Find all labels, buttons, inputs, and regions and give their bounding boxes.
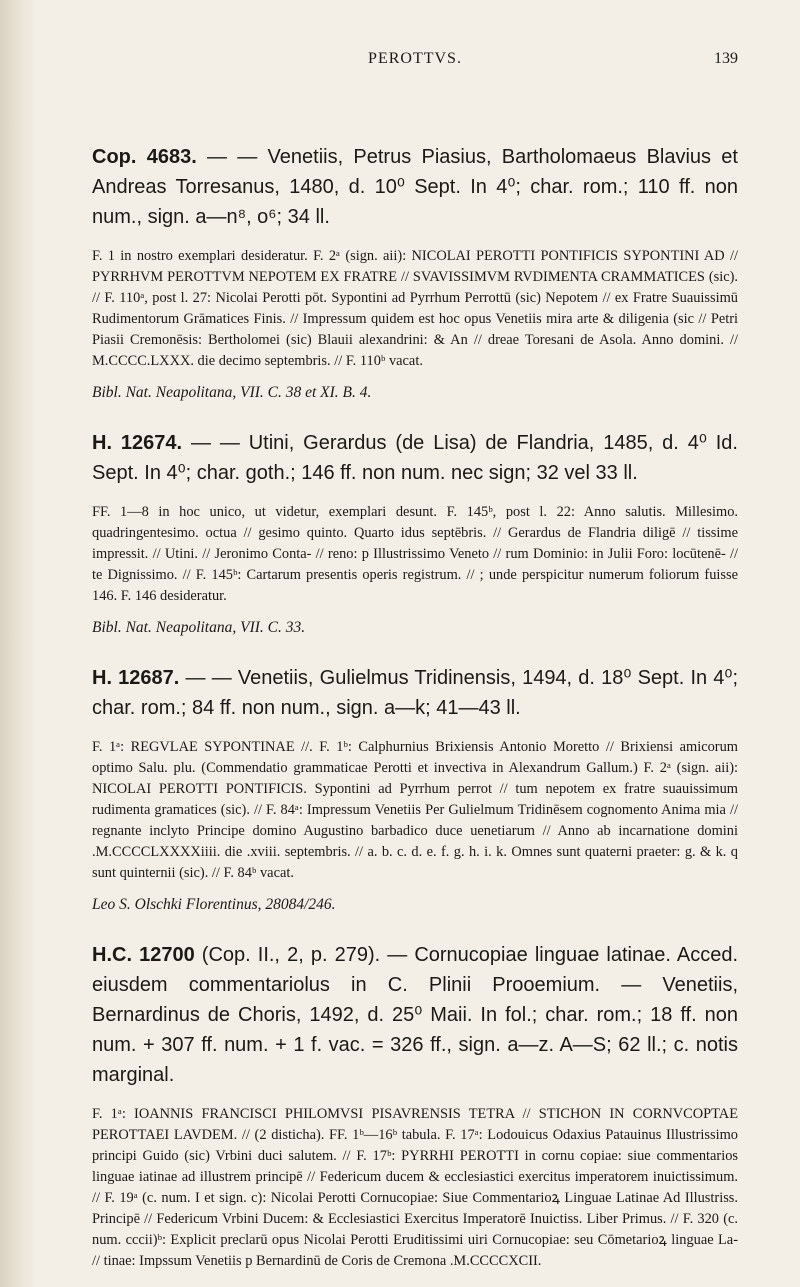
entry-note: F. 1 in nostro exemplari desideratur. F. 2ᵃ (sign. aii): NICOLAI PEROTTI PONTIFICIS SYPONTINI AD // PYRRHVM PEROTTVM NEPOTEM EX FRATRE // SVAVISSIMVM RVDIMENTA CRAMMATICES (sic). // F. 110ᵃ, post l. 27: Nicolai Perotti pōt. Sypontini ad Pyrrhum Perrottū (sic) Nepotem // ex Fratre Suauissimū Rudimentorum Grāmatices Finis. // Impressum quidem est hoc opus Venetiis mira arte & diligenia (sic // Petri Piasii Cremonēsis: Bertholomei (sic) Blauii alexandrini: & An // dreae Toresani de Asola. Anno domini. // M.CCCC.LXXX. die decimo septembris. // F. 110ᵇ vacat. [92, 248, 738, 369]
entry-description: — — Venetiis, Petrus Piasius, Bartholomaeus Blavius et Andreas Torresanus, 1480, d. 10⁰ Sept. In 4⁰; char. rom.; 110 ff. non num., sign. a—n⁸, o⁶; 34 ll. [92, 146, 738, 228]
catalog-entry [92, 142, 738, 402]
entry-description: — — Venetiis, Gulielmus Tridinensis, 1494, d. 18⁰ Sept. In 4⁰; char. rom.; 84 ff. non num., sign. a—k; 41—43 ll. [92, 667, 738, 719]
entry-note: FF. 1—8 in hoc unico, ut videtur, exemplari desunt. F. 145ᵇ, post l. 22: Anno salutis. Millesimo. quadringentesimo. octua // gesimo quinto. Quarto idus septēbris. // Gerardus de Flandria diligē // tissime impressit. // Utini. // Jeronimo Conta- // reno: p Illustrissimo Veneto // rum Dominio: in Julii Foro: locūtenē- // te Dignissimo. // F. 145ᵇ: Cartarum presentis operis registrum. // ; unde perspicitur numerum foliorum fuisse 146. F. 146 desideratur. [92, 504, 738, 604]
entry-location: Bibl. Nat. Neapolitana, VII. C. 33. [92, 619, 306, 636]
page-header [92, 50, 738, 84]
entry-location: Bibl. Nat. Neapolitana, VII. C. 38 et XI. B. 4. [92, 384, 372, 401]
entry-id: H. 12687. [92, 667, 180, 689]
entry-note: F. 1ᵃ: IOANNIS FRANCISCI PHILOMVSI PISAVRENSIS TETRA // STICHON IN CORNVCOPTAE PEROTTAEI LAVDEM. // (2 disticha). FF. 1ᵇ—16ᵇ tabula. F. 17ᵃ: Lodouicus Odaxius Patauinus Illustrissimo principi Guido (sic) Vrbini duci salutem. // F. 17ᵇ: PYRRHI PEROTTI in cornu copiae: siue commentarios linguae iatinae ad illustrem principē // Federicum ducem & ecclesiastici exercitus imperatorem inuictissimum. // F. 19ᵃ (c. num. I et sign. c): Nicolai Perotti Cornucopiae: Siue Commentarioꝝ Linguae Latinae Ad Illustriss. Principē // Federicum Vrbini Ducem: & Ecclesiastici Exercitus Imperatorē Inuictiss. Liber Primus. // F. 320 (c. num. cccii)ᵇ: Explicit preclarū opus Nicolai Perotti Eruditissimi uiri Cornucopiae: seu Cōmetarioꝝ linguae La- // tinae: Impssum Venetiis p Bernardinū de Coris de Cremona .M.CCCCXCII. [92, 1106, 738, 1269]
entry-heading [92, 663, 738, 723]
entry-heading [92, 428, 738, 488]
catalog-entry [92, 663, 738, 914]
book-gutter [0, 0, 38, 1287]
entry-note: F. 1ᵃ: REGVLAE SYPONTINAE //. F. 1ᵇ: Calphurnius Brixiensis Antonio Moretto // Brixiensi amicorum optimo Salu. plu. (Commendatio grammaticae Perotti et invectiva in Alexandrum Gallum.) F. 2ᵃ (sign. aii): NICOLAI PEROTTI PONTIFICIS. Sypontini ad Pyrrhum perrot // tum nepotem ex fratre suauissimum rudimenta gramatices (sic). // F. 84ᵃ: Impressum Venetiis Per Gulielmum Tridinēsem cognomento Anima mia // regnante inclyto Principe domino Augustino barbadico duce uenetiarum // Anno ab incarnatione domini .M.CCCCLXXXXiiii. die .xviii. septembris. // a. b. c. d. e. f. g. h. i. k. Omnes sunt quaterni praeter: g. & k. q sunt quinternii (sic). // F. 84ᵇ vacat. [92, 739, 738, 881]
page-number: 139 [714, 50, 738, 67]
entry-description: — — Utini, Gerardus (de Lisa) de Flandria, 1485, d. 4⁰ Id. Sept. In 4⁰; char. goth.; 146 ff. non num. nec sign; 32 vel 33 ll. [92, 432, 738, 484]
entry-heading [92, 940, 738, 1090]
entry-description: (Cop. II., 2, p. 279). — Cornucopiae linguae latinae. Acced. eiusdem commentariolus in C. Plinii Prooemium. — Venetiis, Bernardinus de Choris, 1492, d. 25⁰ Maii. In fol.; char. rom.; 18 ff. non num. + 307 ff. num. + 1 f. vac. = 326 ff., sign. a—z. A—S; 62 ll.; c. notis marginal. [92, 944, 739, 1086]
entry-id: H.C. 12700 [92, 944, 195, 966]
running-title: PEROTTVS. [368, 50, 462, 67]
entry-location: Leo S. Olschki Florentinus, 28084/246. [92, 896, 336, 913]
entry-id: H. 12674. [92, 432, 183, 454]
entry-id: Cop. 4683. [92, 146, 197, 168]
catalog-entry [92, 940, 738, 1272]
entry-heading [92, 142, 738, 232]
catalog-entry [92, 428, 738, 637]
